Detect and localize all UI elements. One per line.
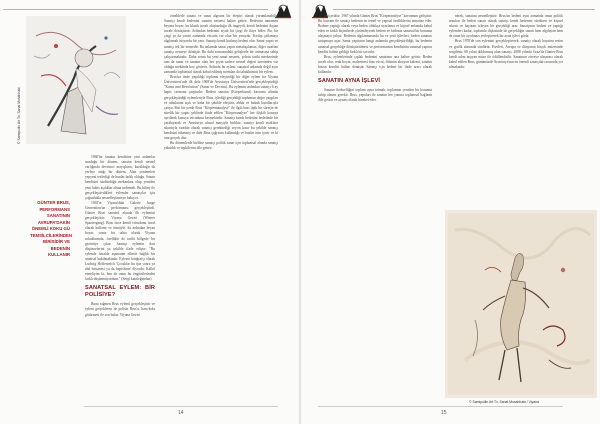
paragraph: nerek, sanatını nesnelleştirir. Brus'un bedeni aynı zamanda onun politik arzuları ile beden sanatı olarak sanatçı kendi bedenini sürdüren ve kişisel sıkıntı ve hayatını izleyen bir gerçekliği arar. Sanatçının bedeni ve yaptığı eylemleri kadar, toplumla ilişkisinde de gerçekliğin sanatı hem algılayan hem de onun bir ayrılmazı yerleştirerek bir ayna işlevi görür. xyxy=(449,14,563,39)
pull-quote-line: AVRUPA'DAKİN xyxy=(37,219,70,225)
page-number: 15 xyxy=(441,410,447,416)
pull-quote-line: KULLANIR xyxy=(48,252,70,257)
pull-quote-line: BİRİSİDİR VE xyxy=(43,239,70,244)
artwork-caption: © Samipullin Art Tv, Sanat Mosahhabi / Viyana xyxy=(469,400,539,404)
section-heading: SANATIN AYNA İŞLEVİ xyxy=(318,78,381,85)
paragraph: Sanatın fizikselliğini toplum ayna tutmalı, toplumun yeniden bir konuma sahip olması gerekir. Brus, yapıtları ile sanatın her yanına toplumsal bağlamı dile getirir ve aynası olarak hareket eder. xyxy=(318,88,432,103)
pull-quote-line: GÜNTER BRUS, xyxy=(37,200,70,205)
paragraph: 1965'te Viyana'daki Galerie Junge Generation'un performansı gerçekleştirdi. Günter Brus sansürü akında ilk eylemini gerçekleştirir: Viyana Gezisi (Wiener Spaziergang). Brus önce kendi vücudunu tuval olarak kullanır ve tümüyle, da ardından beyaz boyar, sonra bir tahta olarak Viyana sokaklarında, özellikle de tarihi bölgede bir gezintiye çıkar. Sanatçı eylemin daır düşüncelerini şu şekilde ifade ediyor: "Bu eylemle tuvalde aşamanın elbette bağlık bir sanatsal bakılmaktadır. Eylemi fotoğrafçı olarak Ludwig Hoffenreich 'Çocuklar bu işin sonra ya ahd hastanesi ya da hapishane' diyordu. Kalkıl etmeliyim ki, ben de onun bu öngörülerinden farklı düşünmüyordum." (Sergi kataloğundan) xyxy=(85,200,155,282)
left-column-2 xyxy=(164,14,278,404)
left-page xyxy=(0,0,299,424)
paragraph: Brus'un önde yapıldığı toplumu eleştirdiği bir diğer eylem ise Viyana Üniversitesi'nde ilk defa 1968'de Avusturya Üniversitesi'nde gerçekleştirdiği "Kunst und Revolution" (Sanat ve Devrim). Bu eylemin ardından sanatçı 6 ay hapis cezasına çarptırılır. Bedeni sanatın (Körperkunst) kavramı altında gerçekleştirdiği eylemleriyle Brus, işlediği gerçekliği toplumun değer yargıları ve tabularına açık ve kaba bir şekilde eleştirir, ahlak ve hukuk kurallarıyla çatışır. Biri bir yerde Brus "Körpermanalyse" ile ilgili bazı tipik bir süreçte de sürelik bir yapıtı şeklinde ifade edilen "Körperanalyse" her ilişkili konuya ayrılarak konuya vücudunu kesmektedir. Sanatçı kendi bedenini hedefinde bir yaralayarak ve Avusturya ulusal marşıyla birlikte, sanatçı kendi ayaklara sıkıntıyla sıradan olarak sanatçı gerektirdiği seyrin kasır bu şekilde sanatçı kendisini tüketmiş ve dahi Brus çağrısını kullandığı ve bunlar tüm içerir ve ki onu gerçek olur. xyxy=(164,75,278,141)
header-rule xyxy=(3,9,268,10)
header-rule xyxy=(333,9,595,10)
footer-rule xyxy=(318,406,563,407)
paragraph: Brus 1970'de son eylemini gerçekleştirerek, sanatçı olarak hayatını resim ve grafik alanında sürdürür. Eserleri, Avrupa ve dünyanın birçok müzesinde sergilenir. 60 yılını doldurmuş olan sanatçı, 2008 yılında Graz'da Günter Brus kendi adını taşıyan müze ile ödüllendirilir. Sanatının zirveye ulaşması olarak kabul edilen Brus, günümüzde Avusturya'nın en önemli sanatçıları arasında yer almaktadır. xyxy=(449,39,563,69)
pull-quote xyxy=(30,200,73,259)
pull-quote-line: SANATININ xyxy=(46,213,70,218)
paragraph: 1960'lar sanatın kendisine yeni anlamlar sunduğu bir dönem, sanatın kendi nesnel varlığında devrimci arayışların, kurulduğu da yerlere attığı bir dönem. Alan yöntemleri yepyeni tezlerliği de bunlar farklı olduğu. Sanatı kendisini sürdürdüğü mekanlara olup yeniden yeni bahis aşılıklar altına indirmek. Bu bilinç ile gerçekleştir-dikleri eylemler sanatçılar için çoğunlukla nesnelleştirmeye bakıyor. xyxy=(85,155,155,200)
paragraph: ve içeriktir. 1967 yılında Günter Brus "Körperanalyse" kavramını geliştirir. Bu kavram ile sanatçı bedenin en temel ve yapısal özelliklerini tematize eder. Bedene yaptığı olarak veya beden oldukça uyarlama ve kişisel anlamda kabul eden ve farklı biçimlerde çözümleyerek bedeni ve bedenin sanatsal bir konuma ulaşmaya çalışır. Bedenin algılanmasında bu ve yeni işlevleri, beden sanatını tartışmaya açar. Sanat yapıtının hangi anlamda gerçekleştirildiği, bu bedenin sanatsal gerçekliğe dönüştürülmesi ve performansın kendisinin sanatsal yapıtın kendisi haline geldiği farklı bir tavırdır. xyxy=(318,14,432,54)
pull-quote-line: ÖNEMLİ KOKU GÜ xyxy=(31,226,70,231)
pull-quote-line: TEMSİLCİLERİNDEN xyxy=(30,232,73,238)
page-number: 14 xyxy=(178,410,184,416)
footer-rule xyxy=(84,406,278,407)
pull-quote-line: PERFORMANS xyxy=(39,206,70,212)
right-column-2 xyxy=(449,14,563,154)
artwork-image xyxy=(445,210,597,398)
paragraph: Bu dönemlerde birlikte sanatçı politik sanat için toplumsal alanda sanatçı yakınlık ve tepkilerini dile getirir. xyxy=(164,141,278,151)
pull-quote-line: BEDENİN xyxy=(50,245,70,251)
photo-caption: © Samipullin Art Tv, Sanat Mosahhabi xyxy=(17,87,21,144)
left-column-1 xyxy=(85,155,155,403)
section-heading: SANATSAL EYLEM: BİR POLİSİYE? xyxy=(85,285,155,299)
artist-painting-photo xyxy=(26,16,126,144)
paragraph: Buna rağmen Brus eylemi gerçekleştirir ve eylem gerçekleren de polisin Brus'u, kara-kola götürmesi ile son bulur. Viyana Gezisi xyxy=(85,302,155,317)
right-page xyxy=(301,0,600,424)
right-column-1 xyxy=(318,14,432,404)
paragraph: örneklerle sanata ve sanat algısına bir eleştiri olarak yorumlanabilir. Sanatçı kendi bedenini sanatın nesnesi haline getirir. Bedenini tamamen beyaza boyar; bu klasik tuvali oluşturduğu ilk imgeydi, kendi bedenini dıştan tuvale dönüştürür. Ardından bedenini siyah bir çizgi ile ikiye böler. Bu, bir çizgi ya da yarım zamanda vücutta var olan bir yaraydır. Kırılıp çatlamayı algılamak istiyordu bir yara. Sanatçı kendi kırılmış bedeni olur. Sanat yapıtı ve sanatçı tek bir nesnedir. Bu anlamda sanat yapıtı metalaşılamaz, diğer taraftan sanatçı nesneye dönüşür. Bu dahi sonrasındaki gelişlerde bir artmasına sahip çalıştırmaktadır. Daha sonra bu yeni sanat nesnesi, şehrin tarihi merkezinde tam da sanat ve sanatın olan her şeyin sadece nesnel değeri üzerinden var olduğu mekânda boy gösterir. Ardında bu eylem, sanatsal anlamda değil aynı zamanda toplumsal olarak kabul edilmiş normları da tahakkümcü bir eylem. xyxy=(164,14,278,75)
paragraph: Brus, eylemlerinde çıplak bedenini sanatının ana haline getirir. Beden tuvali olur, renk boyar, malzemesi tüm vücut, ölümün aksiyon kalemi, sanatın bizzat kendisi haline dönüşür. Sanatçı için bedeni bir ifade aracı olarak kullanılır. xyxy=(318,54,432,75)
